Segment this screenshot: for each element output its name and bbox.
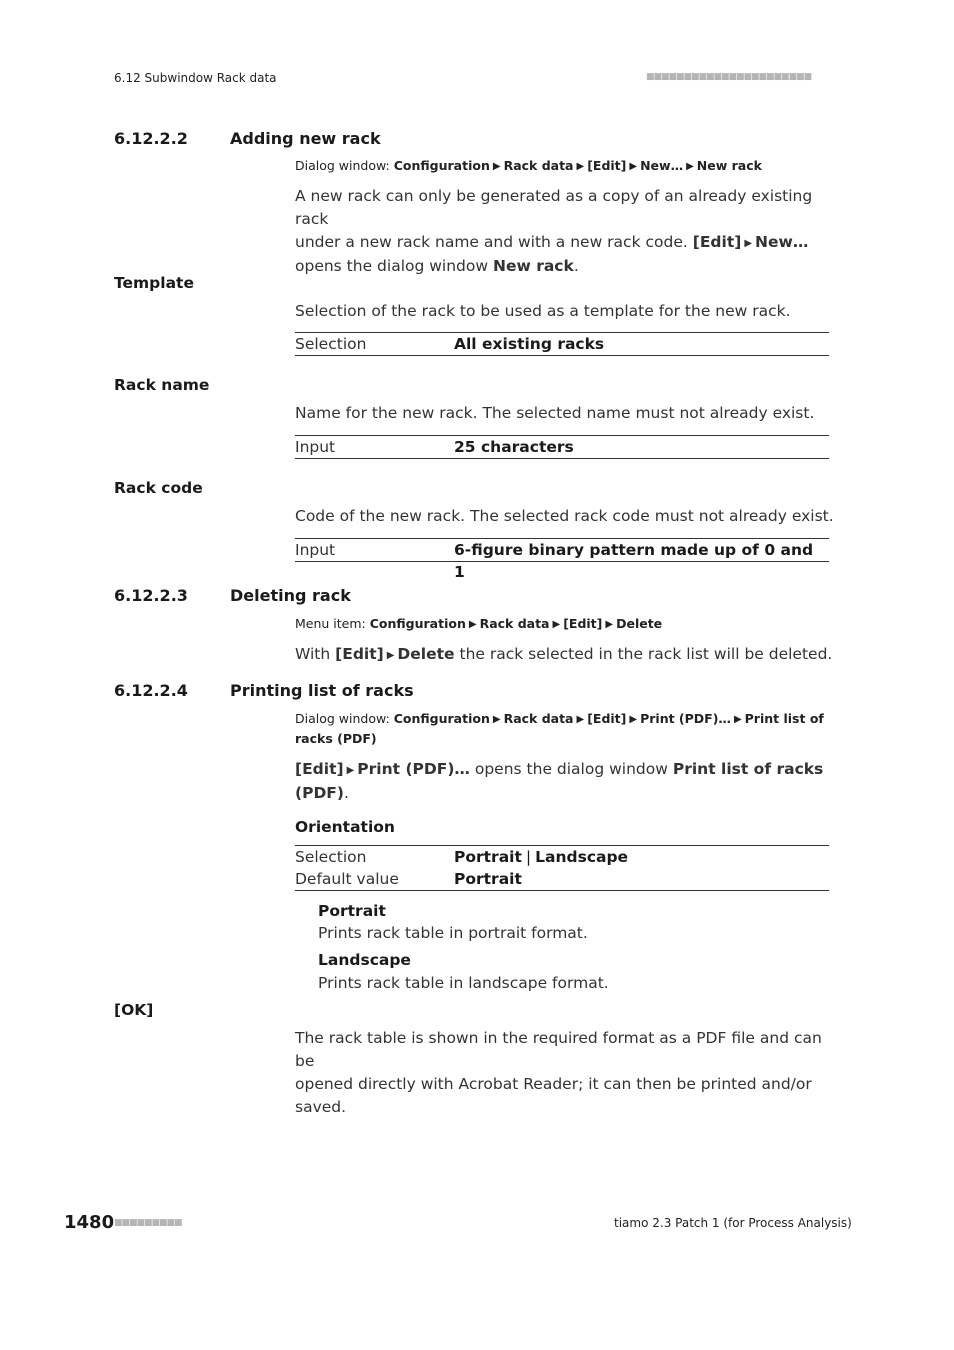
section-number: 6.12.2.2 bbox=[114, 129, 188, 148]
table-row bbox=[295, 868, 829, 890]
text-line: opened directly with Acrobat Reader; it can then be printed and/or saved. bbox=[295, 1075, 812, 1116]
product-name: tiamo 2.3 Patch 1 (for Process Analysis) bbox=[614, 1216, 852, 1230]
path-prefix: Dialog window: bbox=[295, 711, 390, 726]
section-title: Printing list of racks bbox=[230, 681, 414, 700]
text: . bbox=[573, 257, 579, 275]
running-header-section: 6.12 Subwindow Rack data bbox=[114, 71, 277, 85]
print-paragraph bbox=[295, 758, 835, 805]
table-row bbox=[295, 539, 829, 581]
param-table bbox=[295, 538, 829, 581]
table-value: 25 characters bbox=[454, 438, 574, 456]
text: the rack selected in the rack list will be deleted. bbox=[459, 645, 833, 663]
bold-text: Print list of racks bbox=[672, 760, 824, 778]
path-line bbox=[295, 709, 835, 729]
arrow-right-icon: ▶ bbox=[733, 714, 742, 725]
intro-line: A new rack can only be generated as a copy of an already existing rack bbox=[295, 187, 813, 228]
arrow-right-icon: ▶ bbox=[576, 714, 585, 725]
arrow-right-icon: ▶ bbox=[346, 765, 355, 776]
delete-paragraph bbox=[295, 643, 835, 667]
arrow-right-icon: ▶ bbox=[629, 161, 638, 172]
path-item: New… bbox=[640, 158, 684, 173]
path-item: Rack data bbox=[479, 616, 550, 631]
bold-text: New… bbox=[755, 233, 809, 251]
path-item: [Edit] bbox=[587, 158, 627, 173]
bold-text: Delete bbox=[397, 645, 455, 663]
menu-path bbox=[295, 614, 835, 634]
arrow-right-icon: ▶ bbox=[492, 714, 501, 725]
table-key: Selection bbox=[295, 848, 367, 866]
bold-text: [Edit] bbox=[692, 233, 742, 251]
bold-text: [Edit] bbox=[295, 760, 344, 778]
text: With bbox=[295, 645, 331, 663]
bold-text: New rack bbox=[493, 257, 574, 275]
text-line: The rack table is shown in the required format as a PDF file and can be bbox=[295, 1029, 822, 1070]
param-label-rack-code: Rack code bbox=[114, 479, 203, 497]
arrow-right-icon: ▶ bbox=[552, 619, 561, 630]
param-desc: Code of the new rack. The selected rack code must not already exist. bbox=[295, 507, 834, 525]
path-item: [Edit] bbox=[563, 616, 603, 631]
option-text: Landscape bbox=[535, 848, 629, 866]
table-row bbox=[295, 846, 829, 868]
path-item: Configuration bbox=[393, 158, 490, 173]
option-desc-portrait: Prints rack table in portrait format. bbox=[318, 924, 588, 942]
table-key: Input bbox=[295, 438, 336, 456]
intro-line bbox=[295, 255, 835, 278]
option-desc-landscape: Prints rack table in landscape format. bbox=[318, 974, 609, 992]
text: opens the dialog window bbox=[295, 257, 489, 275]
table-key: Default value bbox=[295, 870, 399, 888]
table-value: 6-figure binary pattern made up of 0 and 1 bbox=[454, 541, 814, 581]
table-row bbox=[295, 436, 829, 458]
dialog-path bbox=[295, 156, 835, 176]
bold-text: Print (PDF)… bbox=[357, 760, 470, 778]
section-number: 6.12.2.3 bbox=[114, 586, 188, 605]
arrow-right-icon: ▶ bbox=[629, 714, 638, 725]
bold-text: [Edit] bbox=[335, 645, 384, 663]
arrow-right-icon: ▶ bbox=[386, 650, 395, 661]
separator: | bbox=[525, 848, 532, 866]
option-name-landscape: Landscape bbox=[318, 951, 411, 969]
arrow-right-icon: ▶ bbox=[686, 161, 694, 172]
dialog-path bbox=[295, 709, 835, 748]
param-label-rack-name: Rack name bbox=[114, 376, 210, 394]
arrow-right-icon: ▶ bbox=[744, 238, 753, 249]
path-item: Print list of bbox=[744, 711, 824, 726]
path-line bbox=[295, 729, 835, 748]
table-value: Portrait bbox=[454, 870, 522, 888]
table-key: Input bbox=[295, 541, 336, 559]
ok-button-label: [OK] bbox=[114, 1001, 154, 1019]
param-table bbox=[295, 435, 829, 459]
path-item: Delete bbox=[616, 616, 663, 631]
bold-text: (PDF) bbox=[295, 784, 344, 802]
arrow-right-icon: ▶ bbox=[492, 161, 501, 172]
param-desc: Name for the new rack. The selected name must not already exist. bbox=[295, 404, 815, 422]
path-item: New rack bbox=[696, 158, 762, 173]
param-desc: Selection of the rack to be used as a template for the new rack. bbox=[295, 302, 791, 320]
path-prefix: Dialog window: bbox=[295, 158, 390, 173]
print-line bbox=[295, 758, 835, 782]
table-value: All existing racks bbox=[454, 335, 605, 353]
param-label-template: Template bbox=[114, 274, 194, 292]
path-item: Print (PDF)… bbox=[640, 711, 731, 726]
footer-dots-decoration: ■■■■■■■■■ bbox=[114, 1218, 182, 1228]
path-item: Rack data bbox=[503, 158, 574, 173]
table-key: Selection bbox=[295, 335, 367, 353]
path-item: Rack data bbox=[503, 711, 574, 726]
arrow-right-icon: ▶ bbox=[468, 619, 477, 630]
path-item: Configuration bbox=[393, 711, 490, 726]
section-title: Adding new rack bbox=[230, 129, 381, 148]
section-number: 6.12.2.4 bbox=[114, 681, 188, 700]
orientation-label: Orientation bbox=[295, 818, 395, 836]
intro-paragraph bbox=[295, 185, 835, 278]
path-prefix: Menu item: bbox=[295, 616, 366, 631]
print-line bbox=[295, 782, 835, 805]
param-table bbox=[295, 332, 829, 356]
header-dots-decoration: ■■■■■■■■■■■■■■■■■■■■■■ bbox=[646, 72, 812, 82]
text: opens the dialog window bbox=[474, 760, 668, 778]
intro-line bbox=[295, 231, 835, 255]
text: under a new rack name and with a new rack code. bbox=[295, 233, 688, 251]
section-title: Deleting rack bbox=[230, 586, 351, 605]
arrow-right-icon: ▶ bbox=[605, 619, 614, 630]
text: . bbox=[343, 784, 349, 802]
path-item: racks (PDF) bbox=[295, 731, 377, 746]
option-text: Portrait bbox=[454, 848, 522, 866]
option-name-portrait: Portrait bbox=[318, 902, 386, 920]
ok-desc bbox=[295, 1027, 835, 1119]
table-row bbox=[295, 333, 829, 355]
orientation-table bbox=[295, 845, 829, 891]
arrow-right-icon: ▶ bbox=[576, 161, 585, 172]
path-item: Configuration bbox=[369, 616, 466, 631]
table-value bbox=[454, 846, 628, 868]
path-item: [Edit] bbox=[587, 711, 627, 726]
page-number: 1480 bbox=[64, 1212, 115, 1233]
